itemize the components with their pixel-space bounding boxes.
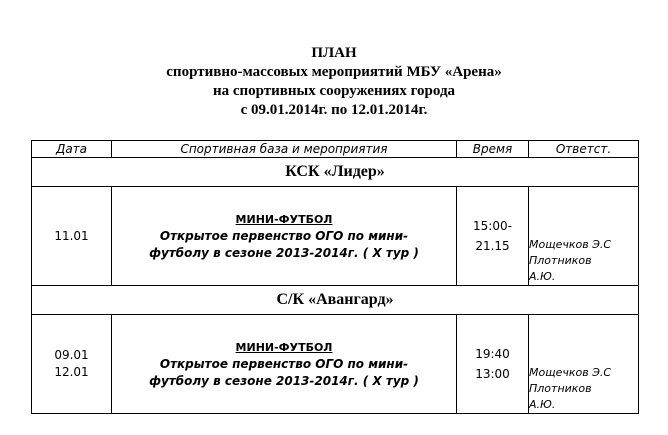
event-text-line-1: Открытое первенство ОГО по мини- [159,228,409,243]
time-value: 21.15 [475,239,510,253]
responsible-line: А.Ю. [529,270,556,283]
venue-row-avangard [32,286,639,315]
time-value: 13:00 [475,367,510,381]
sport-name: МИНИ-ФУТБОЛ [235,212,333,226]
event-text-line-2: футболу в сезоне 2013-2014г. ( Х тур ) [149,373,419,388]
header-event: Спортивная база и мероприятия [112,141,457,158]
responsible-line: Мощечков Э.С [529,366,612,379]
sport-name: МИНИ-ФУТБОЛ [235,340,333,354]
time-value: 19:40 [475,347,510,361]
venue-name: С/К «Авангард» [32,286,639,315]
document-title [0,44,668,120]
date-value: 11.01 [54,228,89,243]
responsible-line: А.Ю. [529,398,556,411]
table-row [32,187,639,286]
event-time [457,315,529,414]
event-date [32,187,112,286]
date-value: 12.01 [54,365,89,379]
header-date: Дата [32,141,112,158]
responsible-line: Плотников [529,382,592,395]
event-text-line-1: Открытое первенство ОГО по мини- [159,356,409,371]
event-responsible [529,315,639,414]
responsible-line: Мощечков Э.С [529,238,612,251]
venue-name: КСК «Лидер» [32,158,639,187]
event-date [32,315,112,414]
time-value: 15:00- [473,219,512,233]
event-text-line-2: футболу в сезоне 2013-2014г. ( Х тур ) [149,245,419,260]
event-description [112,315,457,414]
event-responsible [529,187,639,286]
table-row [32,315,639,414]
header-responsible: Ответст. [529,141,639,158]
header-row [32,141,639,158]
date-value: 09.01 [54,348,89,362]
venue-row-lider [32,158,639,187]
title-line-1: ПЛАН [311,45,357,61]
events-table [31,140,639,414]
header-time: Время [457,141,529,158]
responsible-line: Плотников [529,254,592,267]
event-time [457,187,529,286]
title-line-3: на спортивных сооружениях города [212,83,456,99]
title-line-2: спортивно-массовых мероприятий МБУ «Арена» [166,64,502,80]
event-description [112,187,457,286]
title-line-4: с 09.01.2014г. по 12.01.2014г. [240,102,428,118]
